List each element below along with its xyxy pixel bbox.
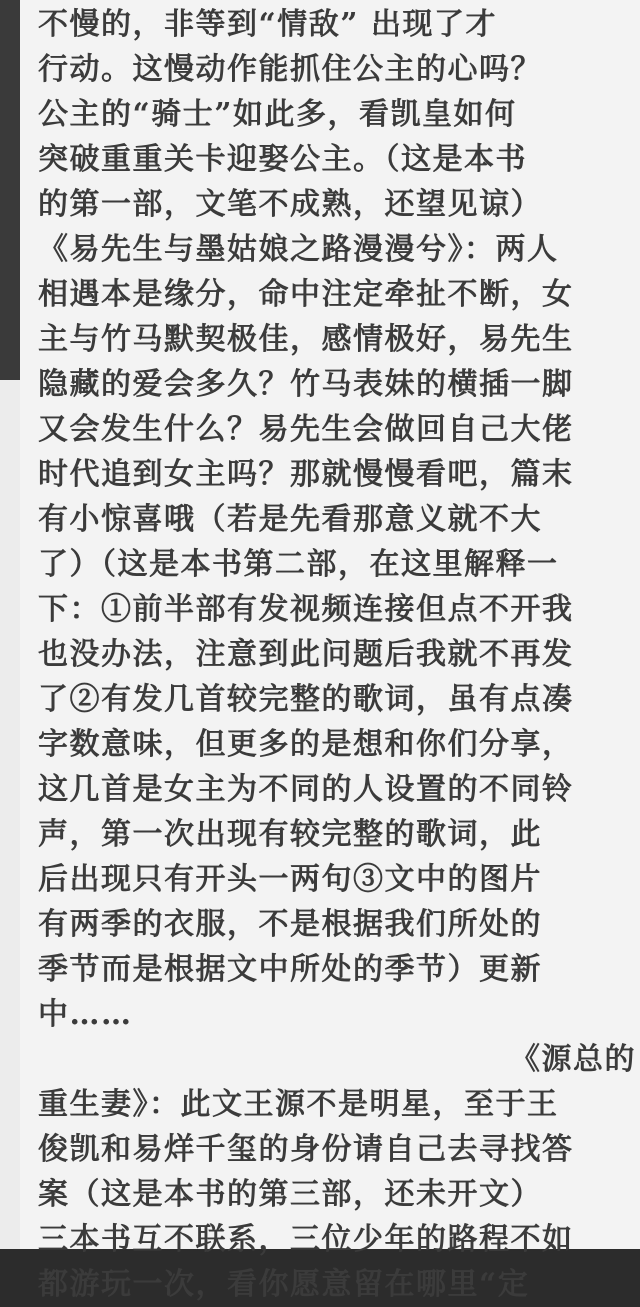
text-line: 中…… [38, 997, 133, 1032]
text-line: 行动。这慢动作能抓住公主的心吗？ [38, 52, 542, 87]
text-line: 不慢的，非等到“情敌” 出现了才 [38, 7, 497, 42]
text-line: 相遇本是缘分，命中注定牵扯不断，女 [38, 277, 574, 312]
text-line: 这几首是女主为不同的人设置的不同铃 [38, 772, 574, 807]
background-strip-dark [0, 0, 20, 380]
text-line: 字数意味，但更多的是想和你们分享， [38, 727, 574, 762]
text-line: 三本书互不联系，三位少年的路程不如 [38, 1222, 574, 1257]
text-line: 时代追到女主吗？那就慢慢看吧，篇末 [38, 457, 574, 492]
text-line: 都游玩一次，看你愿意留在哪里“定 [38, 1267, 530, 1302]
text-line: 隐藏的爱会多久？竹马表妹的横插一脚 [38, 367, 574, 402]
text-line: 季节而是根据文中所处的季节）更新 [38, 952, 542, 987]
text-line: 了②有发几首较完整的歌词，虽有点凑 [38, 682, 574, 717]
document-page [20, 0, 640, 1302]
text-line: 俊凯和易烊千玺的身份请自己去寻找答 [38, 1132, 574, 1167]
text-line: 案（这是本书的第三部，还未开文） [38, 1177, 542, 1212]
text-line-right-aligned: 《源总的 [510, 1042, 636, 1077]
text-line: 主与竹马默契极佳，感情极好，易先生 [38, 322, 574, 357]
text-line: 也没办法，注意到此问题后我就不再发 [38, 637, 574, 672]
text-line: 公主的“骑士”如此多，看凯皇如何 [38, 97, 517, 132]
text-line: 下：①前半部有发视频连接但点不开我 [38, 592, 574, 627]
text-block [38, 2, 638, 1307]
text-line: 有小惊喜哦（若是先看那意义就不大 [38, 502, 542, 537]
text-line: 声，第一次出现有较完整的歌词，此 [38, 817, 542, 852]
text-line: 的第一部，文笔不成熟，还望见谅） [38, 187, 542, 222]
text-line: 重生妻》：此文王源不是明星，至于王 [38, 1087, 559, 1122]
text-line: 突破重重关卡迎娶公主。（这是本书 [38, 142, 527, 177]
background-strip-light [0, 380, 20, 1249]
text-line: 后出现只有开头一两句③文中的图片 [38, 862, 542, 897]
text-line: 了）（这是本书第二部，在这里解释一 [38, 547, 559, 582]
text-line: 《易先生与墨姑娘之路漫漫兮》：两人 [38, 232, 559, 267]
text-line: 有两季的衣服，不是根据我们所处的 [38, 907, 542, 942]
text-line: 又会发生什么？易先生会做回自己大佬 [38, 412, 574, 447]
